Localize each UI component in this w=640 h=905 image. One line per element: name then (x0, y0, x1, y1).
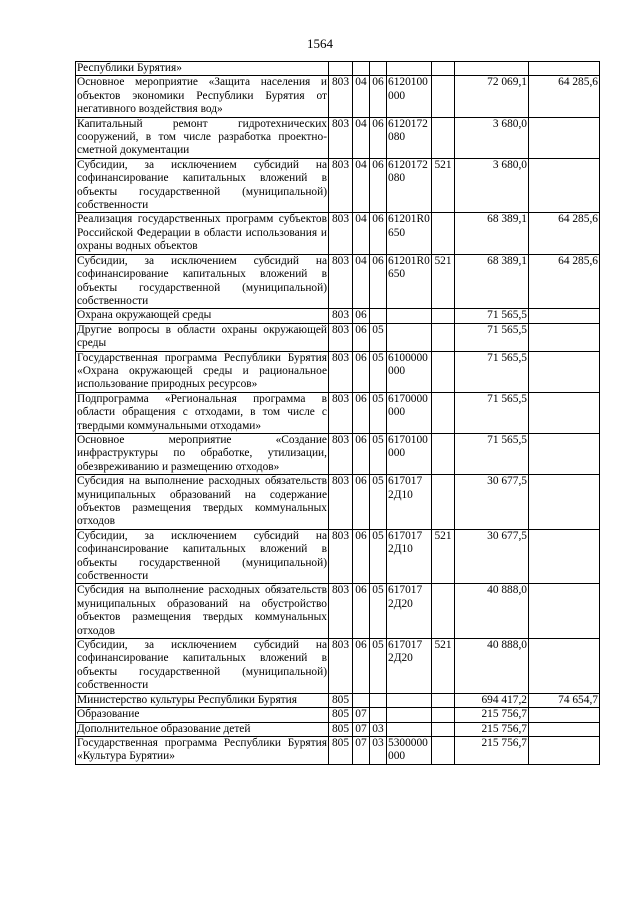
section-code-cell: 06 (353, 309, 370, 323)
amount-federal-cell (529, 433, 600, 474)
expense-type-cell (432, 433, 455, 474)
admin-code-cell: 803 (329, 117, 353, 158)
amount-federal-cell (529, 708, 600, 722)
subsection-code-cell: 03 (370, 722, 387, 736)
section-code-cell: 07 (353, 722, 370, 736)
admin-code-cell: 803 (329, 351, 353, 392)
amount-federal-cell (529, 722, 600, 736)
subsection-code-cell: 05 (370, 433, 387, 474)
amount-federal-cell: 64 285,6 (529, 76, 600, 117)
section-code-cell: 04 (353, 213, 370, 254)
amount-cell: 694 417,2 (455, 693, 529, 707)
section-code-cell: 04 (353, 117, 370, 158)
section-code-cell: 06 (353, 351, 370, 392)
subsection-code-cell: 05 (370, 351, 387, 392)
amount-cell: 40 888,0 (455, 584, 529, 639)
admin-code-cell: 803 (329, 584, 353, 639)
row-name-cell: Основное мероприятие «Создание инфраструктуры по обработке, утилизации, обезвреживанию и размещению отходов» (77, 433, 327, 473)
expense-type-cell (432, 351, 455, 392)
admin-code-cell: 803 (329, 76, 353, 117)
admin-code-cell: 805 (329, 736, 353, 764)
subsection-code-cell: 06 (370, 117, 387, 158)
section-code-cell: 04 (353, 158, 370, 213)
amount-cell: 71 565,5 (455, 351, 529, 392)
row-name-cell: Капитальный ремонт гидротехнических сооружений, в том числе разработка проектно-сметной документации (77, 117, 327, 157)
row-name-cell: Основное мероприятие «Защита населения и объектов экономики Республики Бурятия от негативного воздействия вод» (77, 76, 327, 116)
amount-cell: 71 565,5 (455, 433, 529, 474)
admin-code-cell (329, 62, 353, 76)
amount-cell: 215 756,7 (455, 736, 529, 764)
row-name-cell: Охрана окружающей среды (76, 309, 329, 323)
target-article-cell: 6120172080 (387, 158, 432, 213)
amount-federal-cell (529, 736, 600, 764)
target-article-cell (387, 323, 432, 351)
table-row (76, 693, 600, 707)
expense-type-cell: 521 (432, 639, 455, 694)
admin-code-cell: 803 (329, 433, 353, 474)
admin-code-cell: 803 (329, 254, 353, 309)
subsection-code-cell: 05 (370, 392, 387, 433)
amount-cell: 72 069,1 (455, 76, 529, 117)
amount-federal-cell (529, 62, 600, 76)
admin-code-cell: 803 (329, 213, 353, 254)
row-name-cell: Государственная программа Республики Бурятия «Культура Бурятии» (77, 736, 327, 763)
expense-type-cell (432, 117, 455, 158)
amount-cell: 3 680,0 (455, 117, 529, 158)
table-row (76, 392, 600, 433)
target-article-cell: 6100000000 (387, 351, 432, 392)
subsection-code-cell: 05 (370, 584, 387, 639)
amount-federal-cell (529, 584, 600, 639)
subsection-code-cell: 06 (370, 76, 387, 117)
subsection-code-cell (370, 62, 387, 76)
amount-federal-cell: 74 654,7 (529, 693, 600, 707)
expense-type-cell (432, 309, 455, 323)
amount-cell: 68 389,1 (455, 213, 529, 254)
expense-type-cell (432, 584, 455, 639)
subsection-code-cell: 05 (370, 475, 387, 530)
amount-cell: 30 677,5 (455, 529, 529, 584)
amount-cell: 71 565,5 (455, 323, 529, 351)
section-code-cell: 06 (353, 529, 370, 584)
section-code-cell: 07 (353, 736, 370, 764)
admin-code-cell: 803 (329, 158, 353, 213)
table-row (76, 158, 600, 213)
subsection-code-cell (370, 708, 387, 722)
section-code-cell: 06 (353, 475, 370, 530)
target-article-cell (387, 309, 432, 323)
expense-type-cell (432, 213, 455, 254)
amount-federal-cell (529, 309, 600, 323)
row-name-cell: Субсидии, за исключением субсидий на софинансирование капитальных вложений в объекты государственной (муниципальной) собственности (77, 529, 327, 583)
subsection-code-cell: 05 (370, 323, 387, 351)
row-name-cell: Республики Бурятия» (76, 62, 329, 76)
row-name-cell: Реализация государственных программ субъектов Российской Федерации в области использования и охраны водных объектов (77, 213, 327, 253)
section-code-cell (353, 693, 370, 707)
amount-federal-cell (529, 158, 600, 213)
amount-cell: 215 756,7 (455, 708, 529, 722)
amount-cell: 71 565,5 (455, 309, 529, 323)
section-code-cell (353, 62, 370, 76)
target-article-cell: 61201R0650 (387, 254, 432, 309)
target-article-cell (387, 62, 432, 76)
target-article-cell: 5300000000 (387, 736, 432, 764)
row-name-cell: Дополнительное образование детей (76, 722, 329, 736)
subsection-code-cell: 05 (370, 529, 387, 584)
row-name-cell: Субсидия на выполнение расходных обязательств муниципальных образований на обустройство объектов размещения твердых коммунальных отходов (77, 584, 327, 637)
section-code-cell: 06 (353, 584, 370, 639)
row-name-cell: Субсидии, за исключением субсидий на софинансирование капитальных вложений в объекты государственной (муниципальной) собственности (77, 158, 327, 212)
row-name-cell: Государственная программа Республики Бурятия «Охрана окружающей среды и рациональное использование природных ресурсов» (77, 351, 327, 391)
target-article-cell: 6170000000 (387, 392, 432, 433)
expense-type-cell: 521 (432, 158, 455, 213)
table-row (76, 351, 600, 392)
amount-cell: 71 565,5 (455, 392, 529, 433)
expense-type-cell (432, 76, 455, 117)
target-article-cell: 6170100000 (387, 433, 432, 474)
target-article-cell: 61201R0650 (387, 213, 432, 254)
amount-federal-cell: 64 285,6 (529, 254, 600, 309)
table-row (76, 736, 600, 764)
subsection-code-cell (370, 693, 387, 707)
amount-cell: 3 680,0 (455, 158, 529, 213)
table-row (76, 529, 600, 584)
admin-code-cell: 805 (329, 708, 353, 722)
target-article-cell (387, 693, 432, 707)
subsection-code-cell: 05 (370, 639, 387, 694)
table-row (76, 117, 600, 158)
target-article-cell: 6120100000 (387, 76, 432, 117)
amount-cell: 68 389,1 (455, 254, 529, 309)
page-number: 1564 (307, 36, 333, 51)
subsection-code-cell (370, 309, 387, 323)
admin-code-cell: 805 (329, 722, 353, 736)
expense-type-cell (432, 708, 455, 722)
section-code-cell: 07 (353, 708, 370, 722)
admin-code-cell: 803 (329, 392, 353, 433)
subsection-code-cell: 06 (370, 254, 387, 309)
table-row (76, 584, 600, 639)
admin-code-cell: 803 (329, 475, 353, 530)
subsection-code-cell: 03 (370, 736, 387, 764)
target-article-cell: 617017 2Д10 (387, 475, 432, 530)
expense-type-cell (432, 62, 455, 76)
table-row (76, 323, 600, 351)
amount-federal-cell (529, 475, 600, 530)
section-code-cell: 04 (353, 76, 370, 117)
expense-type-cell (432, 722, 455, 736)
subsection-code-cell: 06 (370, 213, 387, 254)
expense-type-cell: 521 (432, 529, 455, 584)
row-name-cell: Подпрограмма «Региональная программа в области обращения с отходами, в том числе с твердыми коммунальными отходами» (77, 392, 327, 432)
amount-federal-cell (529, 392, 600, 433)
amount-cell: 30 677,5 (455, 475, 529, 530)
table-row (76, 475, 600, 530)
table-row (76, 708, 600, 722)
admin-code-cell: 803 (329, 323, 353, 351)
admin-code-cell: 803 (329, 639, 353, 694)
row-name-cell: Субсидии, за исключением субсидий на софинансирование капитальных вложений в объекты государственной (муниципальной) собственности (77, 639, 327, 692)
expense-type-cell (432, 736, 455, 764)
subsection-code-cell: 06 (370, 158, 387, 213)
amount-federal-cell (529, 117, 600, 158)
budget-table (75, 61, 600, 765)
table-row (76, 722, 600, 736)
section-code-cell: 04 (353, 254, 370, 309)
amount-federal-cell (529, 323, 600, 351)
row-name-cell: Другие вопросы в области охраны окружающей среды (77, 323, 327, 350)
table-row (76, 433, 600, 474)
expense-type-cell (432, 392, 455, 433)
expense-type-cell: 521 (432, 254, 455, 309)
amount-cell (455, 62, 529, 76)
admin-code-cell: 803 (329, 529, 353, 584)
target-article-cell (387, 722, 432, 736)
amount-cell: 40 888,0 (455, 639, 529, 694)
table-row (76, 62, 600, 76)
expense-type-cell (432, 475, 455, 530)
expense-type-cell (432, 693, 455, 707)
target-article-cell: 617017 2Д20 (387, 639, 432, 694)
section-code-cell: 06 (353, 392, 370, 433)
amount-federal-cell (529, 639, 600, 694)
target-article-cell: 6120172080 (387, 117, 432, 158)
admin-code-cell: 805 (329, 693, 353, 707)
row-name-cell: Субсидия на выполнение расходных обязательств муниципальных образований на содержание объектов размещения твердых коммунальных отходов (77, 475, 327, 528)
row-name-cell: Министерство культуры Республики Бурятия (76, 693, 329, 707)
target-article-cell (387, 708, 432, 722)
row-name-cell: Субсидии, за исключением субсидий на софинансирование капитальных вложений в объекты государственной (муниципальной) собственности (77, 254, 327, 307)
table-row (76, 76, 600, 117)
table-row (76, 309, 600, 323)
amount-cell: 215 756,7 (455, 722, 529, 736)
target-article-cell: 617017 2Д10 (387, 529, 432, 584)
amount-federal-cell (529, 529, 600, 584)
section-code-cell: 06 (353, 323, 370, 351)
target-article-cell: 617017 2Д20 (387, 584, 432, 639)
amount-federal-cell: 64 285,6 (529, 213, 600, 254)
table-row (76, 213, 600, 254)
section-code-cell: 06 (353, 433, 370, 474)
table-row (76, 254, 600, 309)
row-name-cell: Образование (76, 708, 329, 722)
expense-type-cell (432, 323, 455, 351)
amount-federal-cell (529, 351, 600, 392)
table-row (76, 639, 600, 694)
section-code-cell: 06 (353, 639, 370, 694)
admin-code-cell: 803 (329, 309, 353, 323)
